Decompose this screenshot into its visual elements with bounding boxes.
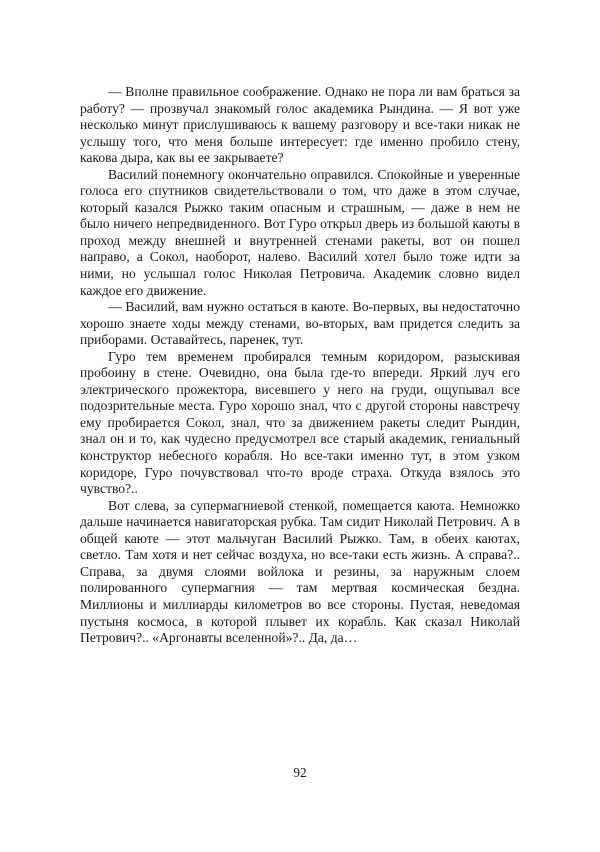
- body-text-block: [80, 84, 520, 647]
- paragraph: Василий понемногу окончательно оправился. Спокойные и уверенные голоса его спутников свидетельствовали о том, что даже в этом случае, который казался Рыжко таким опасным и страшным, — даже в нем не было ничего непредвиденного. Вот Гуро открыл дверь из большой каюты в проход между внешней и внутренней стенами ракеты, вот он пошел направо, а Сокол, наоборот, налево. Василий хотел было тоже идти за ними, но услышал голос Николая Петровича. Академик словно видел каждое его движение.: [80, 166, 520, 298]
- paragraph: Вот слева, за супермагниевой стенкой, помещается каюта. Немножко дальше начинается навигаторская рубка. Там сидит Николай Петрович. А в общей каюте — этот мальчуган Василий Рыжко. Там, в обеих каютах, светло. Там хотя и нет сейчас воздуха, но все-таки есть жизнь. А справа?.. Справа, за двумя слоями войлока и резины, за наружным слоем полированного супермагния — там мертвая космическая бездна. Миллионы и миллиарды километров во все стороны. Пустая, неведомая пустыня космоса, в которой плывет их корабль. Как сказал Николай Петрович?.. «Аргонавты вселенной»?.. Да, да…: [80, 497, 520, 646]
- paragraph: — Вполне правильное соображение. Однако не пора ли вам браться за работу? — прозвучал знакомый голос академика Рындина. — Я вот уже несколько минут прислушиваюсь к вашему разговору и все-таки никак не услышу того, что меня больше интересует: где именно пробило стену, какова дыра, как вы ее закрываете?: [80, 84, 520, 166]
- page-number: 92: [293, 765, 307, 780]
- paragraph: — Василий, вам нужно остаться в каюте. Во-первых, вы недостаточно хорошо знаете ходы между стенами, во-вторых, вам придется следить за приборами. Оставайтесь, паренек, тут.: [80, 299, 520, 348]
- paragraph: Гуро тем временем пробирался темным коридором, разыскивая пробоину в стене. Очевидно, она была где-то впереди. Яркий луч его электрического прожектора, висевшего у него на груди, ощупывал все подозрительные места. Гуро хорошо знал, что с другой стороны навстречу ему пробирается Сокол, знал, что за движением ракеты следит Рындин, знал он и то, как чудесно предусмотрел все старый академик, гениальный конструктор небесного корабля. Но все-таки именно тут, в этом узком коридоре, Гуро почувствовал что-то вроде страха. Откуда взялось это чувство?..: [80, 348, 520, 497]
